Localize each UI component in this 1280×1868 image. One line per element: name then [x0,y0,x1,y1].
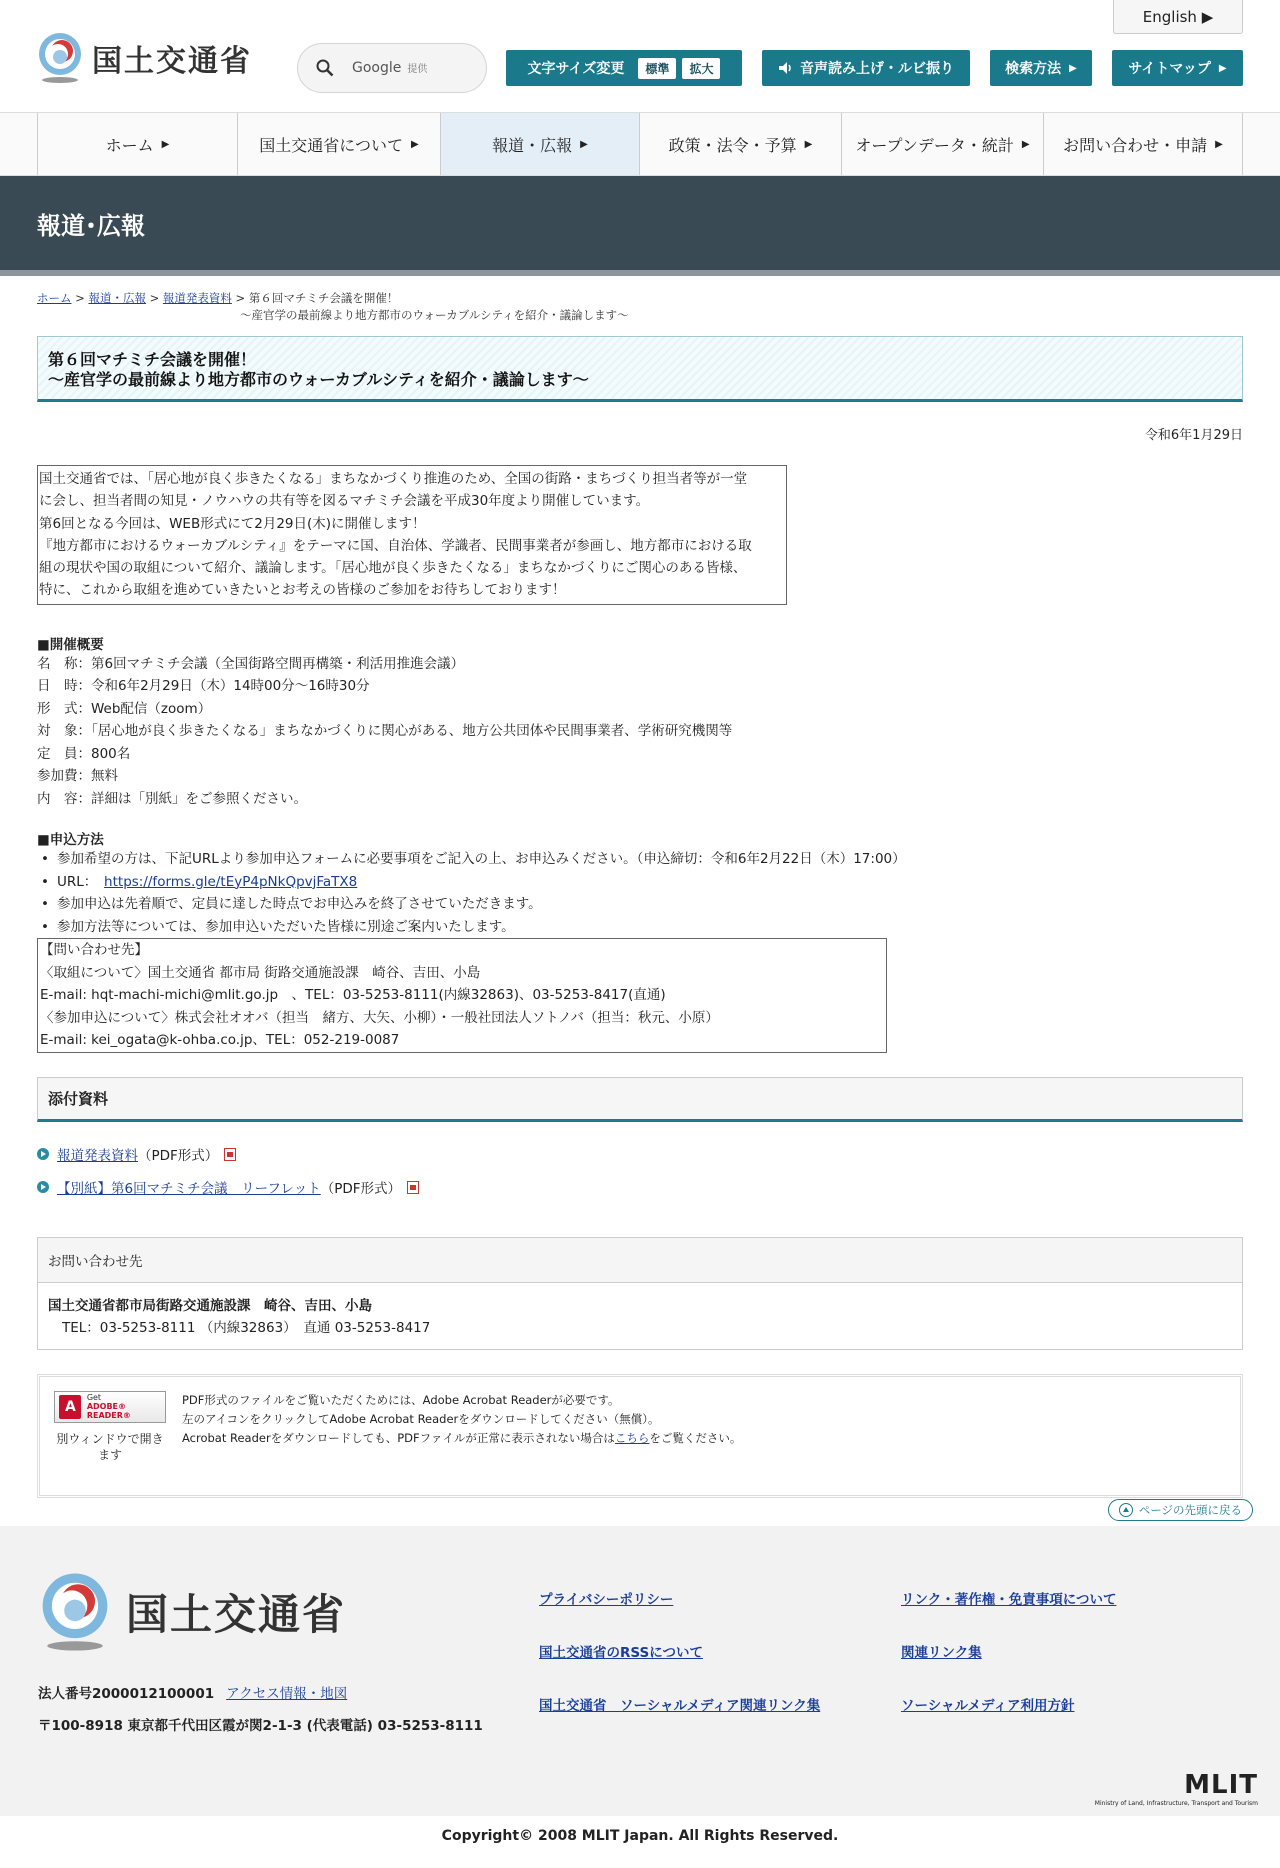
banner-strip [0,270,1280,276]
inquiry-heading: お問い合わせ先 [38,1238,1242,1283]
intro-box: 国土交通省では、「居心地が良く歩きたくなる」まちなかづくり推進のため、全国の街路・まちづくり担当者等が一堂 に会し、担当者間の知見・ノウハウの共有等を図るマチミチ会議を平成30年度より開催しています。 第6回となる今回は、WEB形式にて2月29日(木)に開催します！ 『地方都市におけるウォーカブルシティ』をテーマに国、自治体、学識者、民間事業者が参画し、地方都市における取 組の現状や国の取組について紹介、議論します。「居心地が良く歩きたくなる」まちなかづくりにご関心のある皆様、 特に、これから取組を進めていきたいとお考えの皆様のご参加をお待ちしております！ [37,465,787,605]
title-line-1: 第６回マチミチ会議を開催！ [48,350,257,369]
caret-right-icon: ▶ [804,138,813,150]
footer-logo[interactable] [38,1570,346,1654]
footer-link-related[interactable]: 関連リンク集 [901,1645,982,1661]
adobe-help-link[interactable]: こちら [614,1430,650,1445]
site-footer [0,1526,1280,1816]
search-brand: Google 提供 [352,60,428,76]
footer-logo-text: 国土交通省 [126,1590,347,1639]
logo-mark-icon [38,1570,112,1654]
page-title [37,336,1243,402]
apply-list [37,848,1243,938]
caret-right-icon: ▶ [1218,62,1227,74]
footer-info [38,1682,483,1738]
inquiry-box [37,1237,1243,1350]
inquiry-tel: TEL：03-5253-8111 （内線32863） 直通 03-5253-8417 [62,1319,431,1336]
apply-heading: ■申込方法 [37,832,104,849]
search-method-button[interactable] [990,50,1092,86]
adobe-notice [37,1374,1243,1498]
arrow-up-icon [1119,1503,1133,1517]
nav-item-about[interactable]: 国土交通省について ▶ [237,113,440,175]
footer-link-social-policy[interactable]: ソーシャルメディア利用方針 [901,1698,1075,1714]
speech-label: 音声読み上げ・ルビ振り [800,61,954,77]
pdf-icon [224,1148,236,1161]
site-header [0,0,1280,112]
search-box[interactable] [297,43,487,93]
list-item: • 参加申込は先着順で、定員に達した時点でお申込みを終了させていただきます。 [37,893,1243,916]
breadcrumb-home[interactable]: ホーム [37,291,72,305]
breadcrumb-current: 第６回マチミチ会議を開催！ [248,291,399,305]
adobe-reader-icon [59,1395,81,1419]
apply-form-link[interactable]: https://forms.gle/tEyP4pNkQpvjFaTX8 [104,873,358,890]
adobe-caption: 別ウィンドウで開きます [56,1431,164,1462]
copyright: Copyright© 2008 MLIT Japan. All Rights Reserved. [0,1816,1280,1868]
font-size-control [506,50,742,86]
footer-link-social[interactable]: 国土交通省 ソーシャルメディア関連リンク集 [539,1698,821,1714]
list-item: • 参加方法等については、参加申込いただいた皆様に別途ご案内いたします。 [37,916,1243,939]
pdf-icon [407,1181,419,1194]
global-nav [0,112,1280,176]
english-button[interactable]: English ▶ [1113,0,1243,34]
list-item: 【別紙】第6回マチミチ会議 リーフレット （PDF形式） [37,1171,1243,1204]
font-size-standard-button[interactable]: 標準 [638,58,676,79]
mlit-logo: MLIT Ministry of Land, Infrastructure, Transport and Tourism [1094,1770,1258,1807]
logo-text: 国土交通省 [92,44,252,79]
page-banner: 報道･広報 [0,176,1280,270]
font-size-label: 文字サイズ変更 [527,61,625,77]
title-line-2: ～産官学の最前線より地方都市のウォーカブルシティを紹介・議論します～ [48,370,589,389]
attachment-link-press[interactable]: 報道発表資料 [57,1148,138,1165]
attachments-list [37,1138,1243,1204]
back-to-top [1108,1499,1253,1521]
speaker-icon [778,61,794,75]
nav-item-press[interactable]: 報道・広報 ▶ [440,113,639,175]
bullet-arrow-icon [37,1148,49,1160]
back-to-top-button[interactable]: ページの先頭に戻る [1108,1499,1253,1521]
caret-right-icon: ▶ [410,138,419,150]
search-method-label: 検索方法 [1005,61,1062,77]
address: 〒100-8918 東京都千代田区霞が関2-1-3 (代表電話) 03-5253-8111 [38,1718,483,1734]
caret-right-icon: ▶ [1069,62,1077,74]
inquiry-org: 国土交通省都市局街路交通施設課 崎谷、吉田、小島 [48,1297,372,1314]
get-adobe-reader-button[interactable]: A Get ADOBE® READER® [54,1391,166,1423]
font-size-large-button[interactable]: 拡大 [682,58,720,79]
search-icon [316,59,334,77]
list-item: • 参加希望の方は、下記URLより参加申込フォームに必要事項をご記入の上、お申込みください。（申込締切：令和6年2月22日（木）17:00） [37,848,1243,871]
footer-link-copyright[interactable]: リンク・著作権・免責事項について [901,1592,1117,1608]
attachment-link-leaflet[interactable]: 【別紙】第6回マチミチ会議 リーフレット [57,1181,321,1198]
bullet-arrow-icon [37,1181,49,1193]
footer-link-privacy[interactable]: プライバシーポリシー [539,1592,674,1608]
access-link[interactable]: アクセス情報・地図 [226,1686,348,1702]
nav-item-policy[interactable]: 政策・法令・予算 ▶ [639,113,841,175]
corp-number: 法人番号2000012100001 [38,1686,215,1702]
adobe-text: PDF形式のファイルをご覧いただくためには、Adobe Acrobat Readerが必要です。 左のアイコンをクリックしてAdobe Acrobat Readerをダウンロードしてください（無償）。 Acrobat Readerをダウンロードしても、PDFファイルが正常に表示されない場合はこちらをご覧ください。 [182,1392,742,1445]
breadcrumb-release[interactable]: 報道発表資料 [162,291,232,305]
overview-list: 名 称：第6回マチミチ会議（全国街路空間再構築・利活用推進会議） 日 時：令和6年2月29日（木）14時00分～16時30分 形 式：Web配信（zoom） 対 象：「居心地が良く歩きたくなる」まちなかづくりに関心がある、地方公共団体や民間事業者、学術研究機関等 定 員：800名 参加費：無料 内 容：詳細は「別紙」をご参照ください。 [37,655,733,807]
caret-right-icon: ▶ [161,138,170,150]
footer-link-rss[interactable]: 国土交通省のRSSについて [539,1645,703,1661]
logo-mark-icon [36,32,84,84]
site-logo[interactable] [36,32,252,84]
nav-item-contact[interactable]: お問い合わせ・申請 ▶ [1043,113,1243,175]
breadcrumb-press[interactable]: 報道・広報 [88,291,146,305]
speech-button[interactable] [762,50,970,86]
list-item: • URL： https://forms.gle/tEyP4pNkQpvjFaTX8 [37,871,1243,894]
publish-date: 令和6年1月29日 [1144,428,1243,443]
sitemap-button[interactable] [1112,50,1243,86]
breadcrumb-current-sub: ～産官学の最前線より地方都市のウォーカブルシティを紹介・議論します～ [240,308,629,322]
nav-item-opendata[interactable]: オープンデータ・統計 ▶ [841,113,1043,175]
contact-box: 【問い合わせ先】 〈取組について〉国土交通省 都市局 街路交通施設課 崎谷、吉田、小島 E-mail: hqt-machi-michi@mlit.go.jp 、TEL：03-5253-8111(内線32863)、03-5253-8417(直通) 〈参加申込について〉株式会社オオバ（担当 緒方、大矢、小柳）・一般社団法人ソトノバ（担当：秋元、小原） E-mail: kei_ogata@k-ohba.co.jp、TEL：052-219-0087 [37,938,887,1053]
overview-heading: ■開催概要 [37,636,104,653]
breadcrumb: ホーム > 報道・広報 > 報道発表資料 > 第６回マチミチ会議を開催！ ～産官学の最前線より地方都市のウォーカブルシティを紹介・議論します～ [37,290,1243,324]
nav-item-home[interactable]: ホーム ▶ [37,113,237,175]
caret-right-icon: ▶ [1021,138,1030,150]
caret-right-icon: ▶ [580,138,588,150]
caret-right-icon: ▶ [1215,138,1223,150]
main-content [0,290,1280,1498]
sitemap-label: サイトマップ [1128,61,1211,77]
attachments-heading: 添付資料 [37,1077,1243,1122]
list-item: 報道発表資料 （PDF形式） [37,1138,1243,1171]
